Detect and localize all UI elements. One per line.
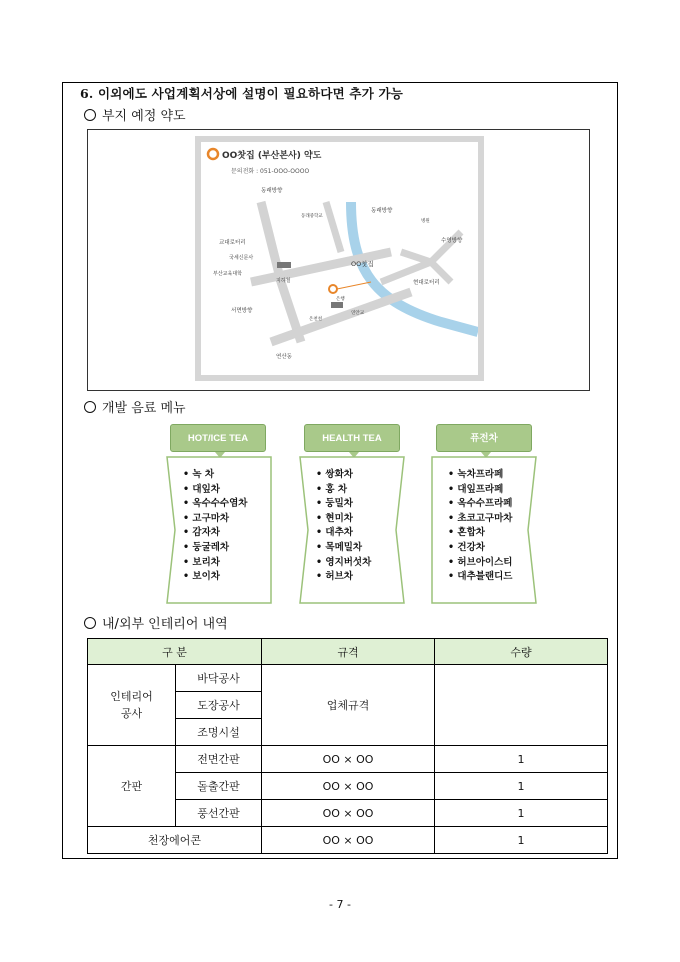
- qty-cell: 1: [435, 773, 608, 800]
- map-box: [87, 129, 590, 391]
- table-row: [88, 746, 608, 773]
- menu-heading: 개발 음료 메뉴: [84, 397, 186, 416]
- svg-text:연안교: 연안교: [351, 311, 365, 316]
- menu-item: • 초코고구마차: [448, 512, 512, 527]
- svg-text:은행: 은행: [336, 297, 345, 302]
- svg-text:교대로터리: 교대로터리: [219, 240, 246, 246]
- qty-cell: 1: [435, 746, 608, 773]
- column-header: 규격: [262, 639, 435, 665]
- spec-cell: OO × OO: [262, 800, 435, 827]
- menu-item: • 옥수수수염차: [183, 497, 247, 512]
- svg-text:지하철: 지하철: [276, 278, 291, 284]
- svg-text:부산교육대학: 부산교육대학: [213, 271, 242, 277]
- menu-item: • 녹차프라페: [448, 468, 512, 483]
- svg-text:OO찻집: OO찻집: [351, 260, 374, 268]
- table-header-row: [88, 639, 608, 665]
- bullet-circle-icon: [84, 617, 96, 629]
- item-cell: 조명시설: [176, 719, 262, 746]
- menu-item: • 둥굴레차: [183, 541, 247, 556]
- subway-mark: [277, 262, 291, 268]
- menu-item: • 허브차: [316, 570, 371, 585]
- map-image: [195, 136, 484, 381]
- store-location-icon: [329, 285, 337, 293]
- menu-item: • 대잎프라페: [448, 483, 512, 498]
- qty-cell: 1: [435, 800, 608, 827]
- section-title: 6. 이외에도 사업계획서상에 설명이 필요하다면 추가 가능: [80, 86, 404, 101]
- item-cell: 도장공사: [176, 692, 262, 719]
- menu-item: • 영지버섯차: [316, 556, 371, 571]
- spec-cell: OO × OO: [262, 746, 435, 773]
- item-cell: 전면간판: [176, 746, 262, 773]
- svg-text:국세신문사: 국세신문사: [229, 255, 254, 261]
- item-cell: 천장에어콘: [88, 827, 262, 854]
- menu-category-title: HEALTH TEA: [304, 424, 400, 452]
- bullet-circle-icon: [84, 401, 96, 413]
- menu-item: • 건강차: [448, 541, 512, 556]
- svg-text:연산동: 연산동: [276, 354, 292, 360]
- svg-text:동래방향: 동래방향: [371, 208, 393, 214]
- svg-text:병원: 병원: [421, 219, 430, 224]
- menu-category-title: 퓨전차: [436, 424, 532, 452]
- menu-item: • 홍 차: [316, 483, 371, 498]
- qty-cell: 1: [435, 827, 608, 854]
- spec-cell: 업체규격: [262, 665, 435, 746]
- menu-item: • 녹 차: [183, 468, 247, 483]
- item-cell: 돌출간판: [176, 773, 262, 800]
- column-header: 구 분: [88, 639, 262, 665]
- bullet-circle-icon: [84, 109, 96, 121]
- svg-text:동래방향: 동래방향: [261, 188, 283, 194]
- interior-heading: 내/외부 인테리어 내역: [84, 613, 228, 632]
- item-cell: 바닥공사: [176, 665, 262, 692]
- menu-category-title: HOT/ICE TEA: [170, 424, 266, 452]
- svg-text:현대로터리: 현대로터리: [413, 280, 440, 286]
- menu-item: • 허브아이스티: [448, 556, 512, 571]
- menu-item: • 현미차: [316, 512, 371, 527]
- map-heading: 부지 예정 약도: [84, 105, 186, 124]
- menu-item: • 보이차: [183, 570, 247, 585]
- store-marker-icon: [208, 149, 218, 159]
- svg-text:서면방향: 서면방향: [231, 308, 253, 314]
- menu-item: • 대잎차: [183, 483, 247, 498]
- menu-item: • 목메밀차: [316, 541, 371, 556]
- menu-category-box: [165, 455, 273, 605]
- svg-text:온천천: 온천천: [309, 317, 323, 322]
- group-label: 간판: [88, 746, 176, 827]
- menu-item: • 감자차: [183, 526, 247, 541]
- svg-text:수영방향: 수영방향: [441, 238, 463, 244]
- menu-item: • 쌍화차: [316, 468, 371, 483]
- map-phone: 문의전화 : 051-OOO-OOOO: [231, 168, 310, 175]
- menu-item: • 혼합차: [448, 526, 512, 541]
- map-store-title: OO찻집 (부산본사) 약도: [222, 151, 322, 161]
- spec-cell: OO × OO: [262, 827, 435, 854]
- column-header: 수량: [435, 639, 608, 665]
- interior-table: [87, 638, 608, 854]
- menu-item: • 대추차: [316, 526, 371, 541]
- menu-item: • 둥밀차: [316, 497, 371, 512]
- spec-cell: OO × OO: [262, 773, 435, 800]
- menu-item: • 대추블랜디드: [448, 570, 512, 585]
- road-north: [326, 202, 341, 252]
- table-row: [88, 827, 608, 854]
- menu-item: • 옥수수프라페: [448, 497, 512, 512]
- table-row: [88, 665, 608, 692]
- menu-item: • 고구마차: [183, 512, 247, 527]
- menu-category-box: [430, 455, 538, 605]
- svg-text:동래중학교: 동래중학교: [301, 214, 323, 219]
- menu-item: • 보리차: [183, 556, 247, 571]
- menu-category-box: [298, 455, 406, 605]
- group-label: 인테리어 공사: [88, 665, 176, 746]
- page-number: - 7 -: [329, 898, 351, 911]
- item-cell: 풍선간판: [176, 800, 262, 827]
- subway-mark-2: [331, 302, 343, 308]
- qty-cell: [435, 665, 608, 746]
